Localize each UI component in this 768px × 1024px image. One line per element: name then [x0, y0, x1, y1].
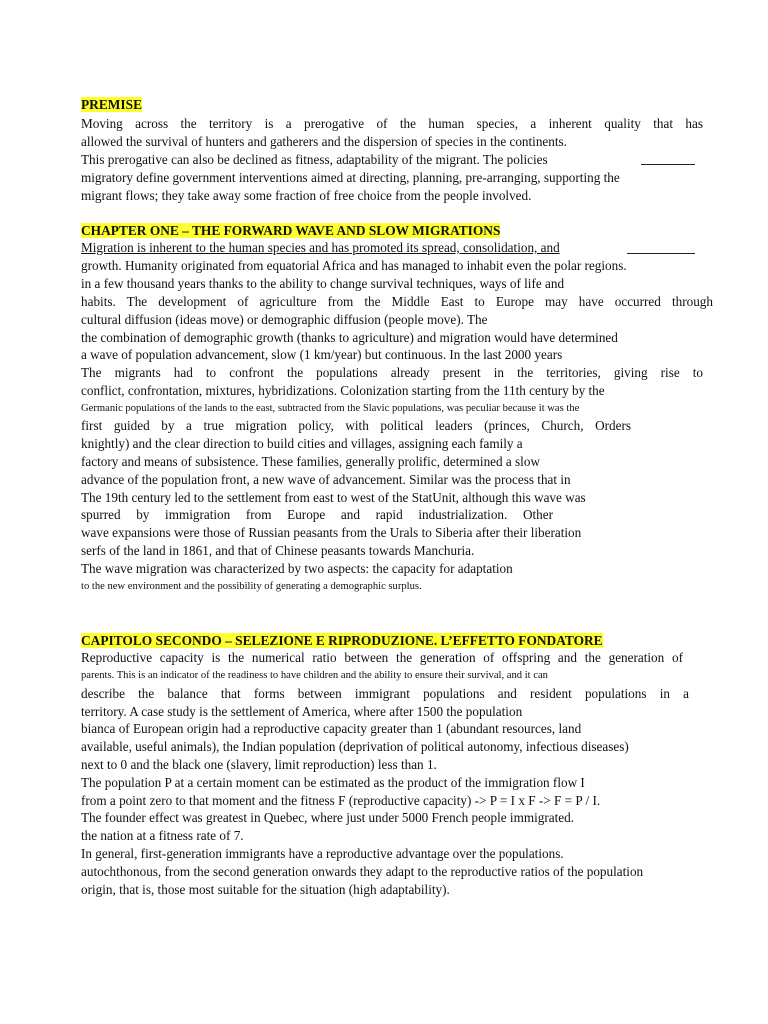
- premise-line-2: allowed the survival of hunters and gatherers and the dispersion of species in the continents.: [81, 134, 567, 149]
- premise-line-5: migrant flows; they take away some fraction of free choice from the people involved.: [81, 188, 532, 203]
- chapter-one-line-9: conflict, confrontation, mixtures, hybridizations. Colonization starting from the 11th century by the: [81, 383, 605, 398]
- premise-line-3: This prerogative can also be declined as fitness, adaptability of the migrant. The policies: [81, 152, 548, 167]
- premise-line-1: Moving across the territory is a prerogative of the human species, a inherent quality that has: [81, 116, 703, 131]
- premise-line-4: migratory define government interventions aimed at directing, planning, pre-arranging, supporting the: [81, 170, 620, 185]
- chapter-one-heading: CHAPTER ONE – THE FORWARD WAVE AND SLOW MIGRATIONS: [81, 223, 501, 238]
- chapter-one-blank-rule: [627, 253, 695, 254]
- chapter-one-line-11: first guided by a true migration policy, with political leaders (princes, Church, Orders: [81, 418, 631, 433]
- chapter-one-line-10: Germanic populations of the lands to the east, subtracted from the Slavic populations, was peculiar because it was the: [81, 403, 580, 414]
- premise-blank-rule: [641, 164, 695, 165]
- chapter-one-line-14: advance of the population front, a new wave of advancement. Similar was the process that in: [81, 472, 571, 487]
- chapter-one-line-5: cultural diffusion (ideas move) or demographic diffusion (people move). The: [81, 312, 488, 327]
- chapter-one-line-4: habits. The development of agriculture from the Middle East to Europe may have occurred through: [81, 294, 713, 309]
- chapter-two-line-8: The population P at a certain moment can be estimated as the product of the immigration flow I: [81, 775, 585, 790]
- chapter-one-line-1: Migration is inherent to the human species and has promoted its spread, consolidation, and: [81, 240, 560, 255]
- chapter-two-line-9: from a point zero to that moment and the fitness F (reproductive capacity) -> P = I x F -> F = P / I.: [81, 793, 601, 808]
- chapter-one-line-17: wave expansions were those of Russian peasants from the Urals to Siberia after their liberation: [81, 525, 582, 540]
- chapter-two-line-13: autochthonous, from the second generation onwards they adapt to the reproductive ratios of the population: [81, 864, 644, 879]
- chapter-two-heading: CAPITOLO SECONDO – SELEZIONE E RIPRODUZIONE. L’EFFETTO FONDATORE: [81, 633, 603, 648]
- chapter-one-line-7: a wave of population advancement, slow (1 km/year) but continuous. In the last 2000 years: [81, 347, 563, 362]
- chapter-two-line-1: Reproductive capacity is the numerical ratio between the generation of offspring and the generation of: [81, 650, 683, 665]
- chapter-one-line-12: knightly) and the clear direction to build cities and villages, assigning each family a: [81, 436, 523, 451]
- chapter-two-line-6: available, useful animals), the Indian population (deprivation of political autonomy, infectious diseases): [81, 739, 629, 754]
- chapter-one-line-16: spurred by immigration from Europe and rapid industrialization. Other: [81, 507, 553, 522]
- premise-heading: PREMISE: [81, 97, 143, 112]
- chapter-one-line-3: in a few thousand years thanks to the ability to change survival techniques, ways of life and: [81, 276, 565, 291]
- chapter-two-line-3: describe the balance that forms between immigrant populations and resident populations in a: [81, 686, 689, 701]
- chapter-one-line-15: The 19th century led to the settlement from east to west of the StatUnit, although this wave was: [81, 490, 586, 505]
- chapter-one-line-2: growth. Humanity originated from equatorial Africa and has managed to inhabit even the polar regions.: [81, 258, 627, 273]
- chapter-one-line-13: factory and means of subsistence. These families, generally prolific, determined a slow: [81, 454, 540, 469]
- chapter-one-line-20: to the new environment and the possibility of generating a demographic surplus.: [81, 581, 422, 592]
- chapter-two-line-2: parents. This is an indicator of the readiness to have children and the ability to ensure their survival, and it can: [81, 670, 548, 681]
- chapter-two-line-11: the nation at a fitness rate of 7.: [81, 828, 244, 843]
- chapter-two-line-4: territory. A case study is the settlement of America, where after 1500 the population: [81, 704, 523, 719]
- chapter-two-line-10: The founder effect was greatest in Quebec, where just under 5000 French people immigrated.: [81, 810, 575, 825]
- chapter-one-line-8: The migrants had to confront the populations already present in the territories, giving rise to: [81, 365, 703, 380]
- chapter-one-line-19: The wave migration was characterized by two aspects: the capacity for adaptation: [81, 561, 513, 576]
- chapter-two-line-12: In general, first-generation immigrants have a reproductive advantage over the populations.: [81, 846, 564, 861]
- chapter-two-line-5: bianca of European origin had a reproductive capacity greater than 1 (abundant resources, land: [81, 721, 582, 736]
- chapter-two-line-14: origin, that is, those most suitable for the situation (high adaptability).: [81, 882, 450, 897]
- chapter-one-line-6: the combination of demographic growth (thanks to agriculture) and migration would have determined: [81, 330, 618, 345]
- chapter-one-line-18: serfs of the land in 1861, and that of Chinese peasants towards Manchuria.: [81, 543, 475, 558]
- chapter-two-line-7: next to 0 and the black one (slavery, limit reproduction) less than 1.: [81, 757, 437, 772]
